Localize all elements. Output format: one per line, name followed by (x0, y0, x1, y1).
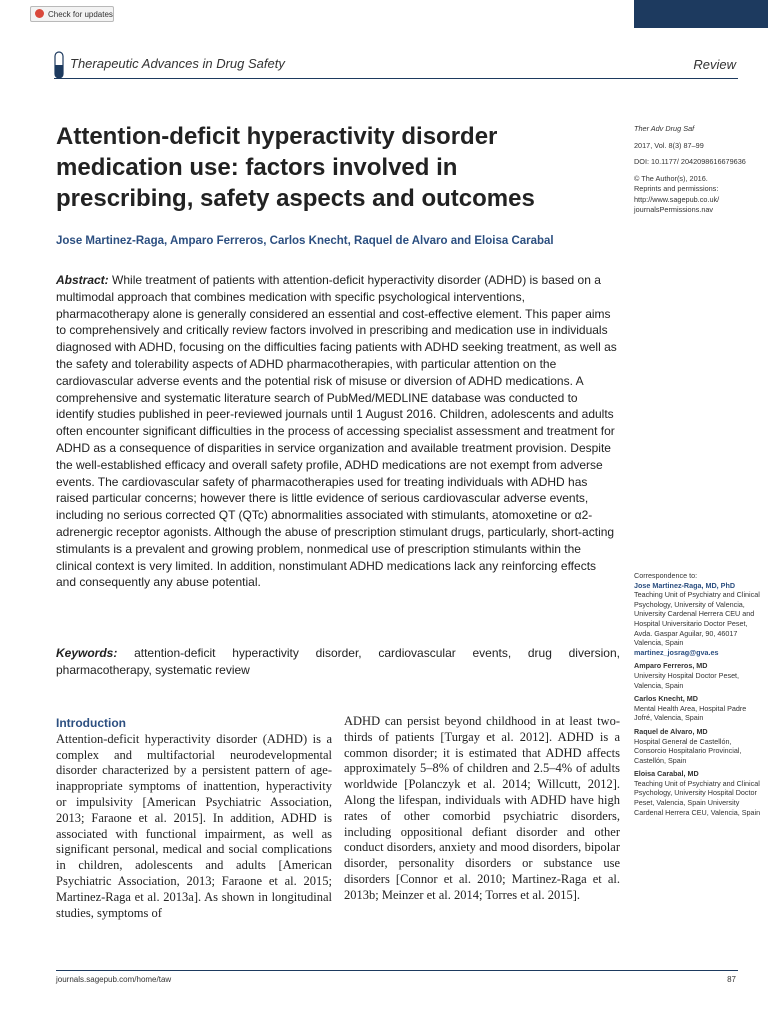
body-column-1 (56, 714, 332, 921)
crossmark-icon (35, 9, 44, 18)
section-heading: Introduction (56, 716, 126, 730)
coauthor-name: Amparo Ferreros, MD (634, 661, 708, 671)
pill-logo-icon (54, 51, 64, 79)
header-divider (54, 78, 738, 79)
check-for-updates-button[interactable] (30, 6, 114, 22)
abstract-label: Abstract: (56, 273, 109, 287)
corresponding-author: Jose Martinez-Raga, MD, PhD (634, 580, 736, 590)
intro-paragraph-continued: ADHD can persist beyond childhood in at least two-thirds of patients [Turgay et al. 2012]. ADHD is a common disorder; it is estimated that ADHD affects approximately 5–8% of children and 2.5–4% of adults worldwide [Polanczyk et al. 2014; Willcutt, 2012]. Along the lifespan, individuals with ADHD have high rates of other comorbid psychiatric disorders, including oppositional defiant disorder and other conduct disorders, anxiety and mood disorders, bipolar disorder, personality disorders or substance use disorders [Connor et al. 2010; Martinez-Raga et al. 2013b; Meinzer et al. 2014; Torres et al. 2015]. (344, 714, 620, 902)
footer-divider (56, 970, 738, 971)
correspondence-label: Correspondence to: (634, 571, 698, 580)
coauthor-entry (634, 661, 764, 690)
coauthor-name: Raquel de Alvaro, MD (634, 726, 708, 736)
doi[interactable]: DOI: 10.1177/ 2042098616679636 (634, 157, 746, 166)
journal-name: Therapeutic Advances in Drug Safety (70, 56, 285, 71)
coauthor-affiliation: Hospital General de Castellón, Consorcio Hospitalario Provincial, Castellón, Spain (634, 736, 742, 765)
corner-color-block (634, 0, 768, 28)
correspondence-block (634, 571, 764, 821)
abstract-text: While treatment of patients with attention-deficit hyperactivity disorder (ADHD) is based on a multimodal approach that combines medication with specific psychological interventions, pharmacotherapy alone is generally considered an essential and cost-effective element. This paper aims to comprehensively and critically review factors involved in prescribing and medication use in individuals diagnosed with ADHD, focusing on the difficulties facing patients with ADHD seeking treatment, as well as the safety and tolerability aspects of ADHD pharmacotherapies, with particular attention on the cardiovascular adverse events and the potential risk of misuse or diversion of ADHD medications. A comprehensive and systematic literature search of PubMed/MEDLINE database was conducted to identify studies published in peer-reviewed journals until 1 August 2016. Children, adolescents and adults often encounter significant difficulties in the process of accessing specialist assessment and treatment for ADHD as a consequence of disparities in service organization and available treatment provision. Despite the well-established efficacy and overall safety profile, ADHD medications are not exempt from adverse events. The cardiovascular safety of pharmacotherapies used for treating individuals with ADHD has raised particular concerns; however there is little evidence of serious cardiovascular adverse events, including no serious corrected QT (QTc) abnormalities associated with stimulants, atomoxetine or α2-adrenergic receptor agonists. Although the abuse of prescription stimulant drugs, particularly, short-acting stimulants is a prevalent and growing problem, nonmedical use of prescription stimulants within the clinical context is very limited. In addition, nonstimulant ADHD medications lack any reinforcing effects and consequently any abuse potential. (56, 273, 617, 590)
body-column-2 (344, 714, 620, 904)
reprints-link[interactable]: Reprints and permissions: http://www.sagepub.co.uk/ journalsPermissions.nav (634, 184, 720, 214)
coauthor-affiliation: University Hospital Doctor Peset, Valencia, Spain (634, 670, 740, 690)
coauthor-affiliation: Mental Health Area, Hospital Padre Jofré, Valencia, Spain (634, 703, 747, 723)
article-metadata (634, 124, 764, 222)
coauthor-name: Carlos Knecht, MD (634, 694, 698, 704)
journal-abbreviation: Ther Adv Drug Saf (634, 124, 695, 133)
coauthor-entry (634, 694, 764, 723)
author-list: Jose Martinez-Raga, Amparo Ferreros, Carlos Knecht, Raquel de Alvaro and Eloisa Carabal (56, 235, 554, 247)
check-for-updates-label: Check for updates (48, 10, 113, 19)
copyright: © The Author(s), 2016. (634, 173, 708, 183)
coauthor-affiliation: Teaching Unit of Psychiatry and Clinical Psychology, University Hospital Doctor Peset, Valencia, Spain University Cardenal Herrera CEU, Valencia, Spain (634, 778, 761, 817)
article-type: Review (693, 57, 736, 72)
keywords (56, 645, 620, 679)
coauthor-name: Eloisa Carabal, MD (634, 769, 699, 779)
coauthor-entry (634, 769, 764, 817)
coauthor-entry (634, 727, 764, 765)
abstract (56, 272, 618, 591)
email-link[interactable]: martinez_josrag@gva.es (634, 647, 719, 657)
copyright-reprints (634, 174, 764, 216)
intro-paragraph: Attention-deficit hyperactivity disorder (ADHD) is a complex and multifactorial neurodevelopmental disorder characterized by a persistent pattern of age-inappropriate symptoms of inattention, hyperactivity or impulsivity [American Psychiatric Association, 2013; Faraone et al. 2015]. In addition, ADHD is associated with functional impairment, as well as significant personal, medical and social complications in children, adolescents and adults [American Psychiatric Association, 2013; Faraone et al. 2015; Martinez-Raga et al. 2013a]. As shown in longitudinal studies, symptoms of (56, 731, 332, 920)
article-title: Attention-deficit hyperactivity disorder medication use: factors involved in prescribing, safety aspects and outcomes (56, 123, 535, 212)
corresponding-address: Teaching Unit of Psychiatry and Clinical Psychology, University of Valencia, University Cardenal Herrera CEU and Hospital Universitario Doctor Peset, Avda. Gaspar Aguilar, 90, 46017 Valencia, Spain (634, 590, 760, 648)
volume-info: 2017, Vol. 8(3) 87–99 (634, 140, 704, 150)
keywords-text: attention-deficit hyperactivity disorder, cardiovascular events, drug diversion, pharmacotherapy, systematic review (56, 646, 620, 677)
footer-url[interactable]: journals.sagepub.com/home/taw (56, 975, 172, 984)
correspondence-entry (634, 571, 764, 657)
page-number: 87 (727, 975, 736, 984)
keywords-label: Keywords: (56, 646, 118, 660)
